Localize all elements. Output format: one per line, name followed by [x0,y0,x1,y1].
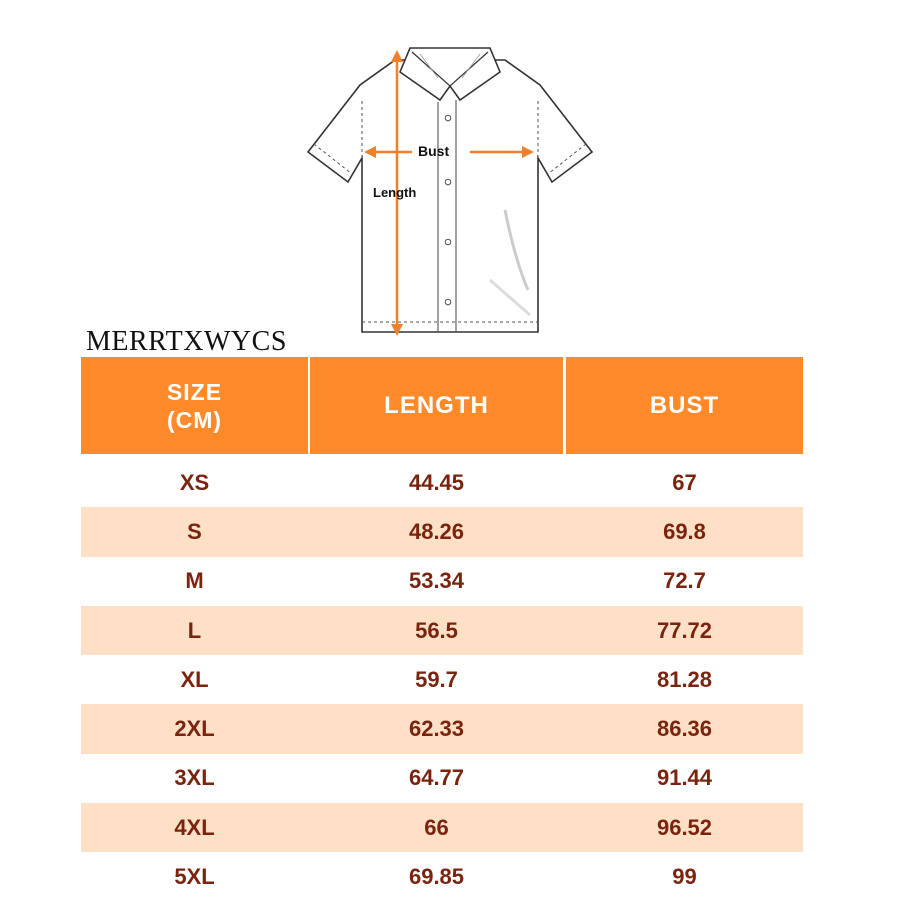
table-row [81,557,803,606]
cell-length: 64.77 [408,765,465,791]
table-row [81,852,803,901]
header-size-line2: (CM) [166,406,223,433]
cell-size: XS [179,469,210,495]
cell-bust: 86.36 [656,716,713,742]
brand-name: MERRTXWYCS [86,326,287,357]
cell-length: 69.85 [408,864,465,890]
cell-bust: 99 [672,864,697,890]
header-length: LENGTH [310,357,563,454]
cell-bust: 72.7 [663,568,706,594]
table-row [81,803,803,852]
shirt-outline-icon [300,40,600,340]
cell-bust: 96.52 [656,814,713,840]
table-row [81,507,803,556]
cell-bust: 81.28 [656,666,713,692]
size-chart-table [81,357,803,902]
table-row [81,458,803,507]
cell-size: 2XL [174,716,215,742]
cell-bust: 91.44 [656,765,713,791]
cell-bust: 69.8 [663,518,706,544]
cell-size: L [187,617,202,643]
cell-size: M [185,568,204,594]
bust-label: Bust [418,143,450,159]
table-header [81,357,803,454]
cell-length: 56.5 [415,617,458,643]
cell-length: 44.45 [408,469,465,495]
header-size-line1: SIZE [166,378,223,405]
cell-length: 59.7 [415,666,458,692]
cell-length: 53.34 [408,568,465,594]
cell-size: 4XL [174,814,215,840]
cell-size: XL [180,666,209,692]
cell-bust: 77.72 [656,617,713,643]
table-row [81,754,803,803]
cell-size: S [187,518,202,544]
table-row [81,704,803,753]
table-row [81,606,803,655]
cell-length: 66 [424,814,449,840]
header-bust: BUST [566,357,803,454]
cell-bust: 67 [672,469,697,495]
cell-length: 48.26 [408,518,465,544]
cell-size: 3XL [174,765,215,791]
cell-length: 62.33 [408,716,465,742]
length-label: Length [373,185,417,200]
shirt-diagram [300,40,600,340]
header-size [81,357,308,454]
cell-size: 5XL [174,864,215,890]
table-row [81,655,803,704]
table-body [81,458,803,902]
